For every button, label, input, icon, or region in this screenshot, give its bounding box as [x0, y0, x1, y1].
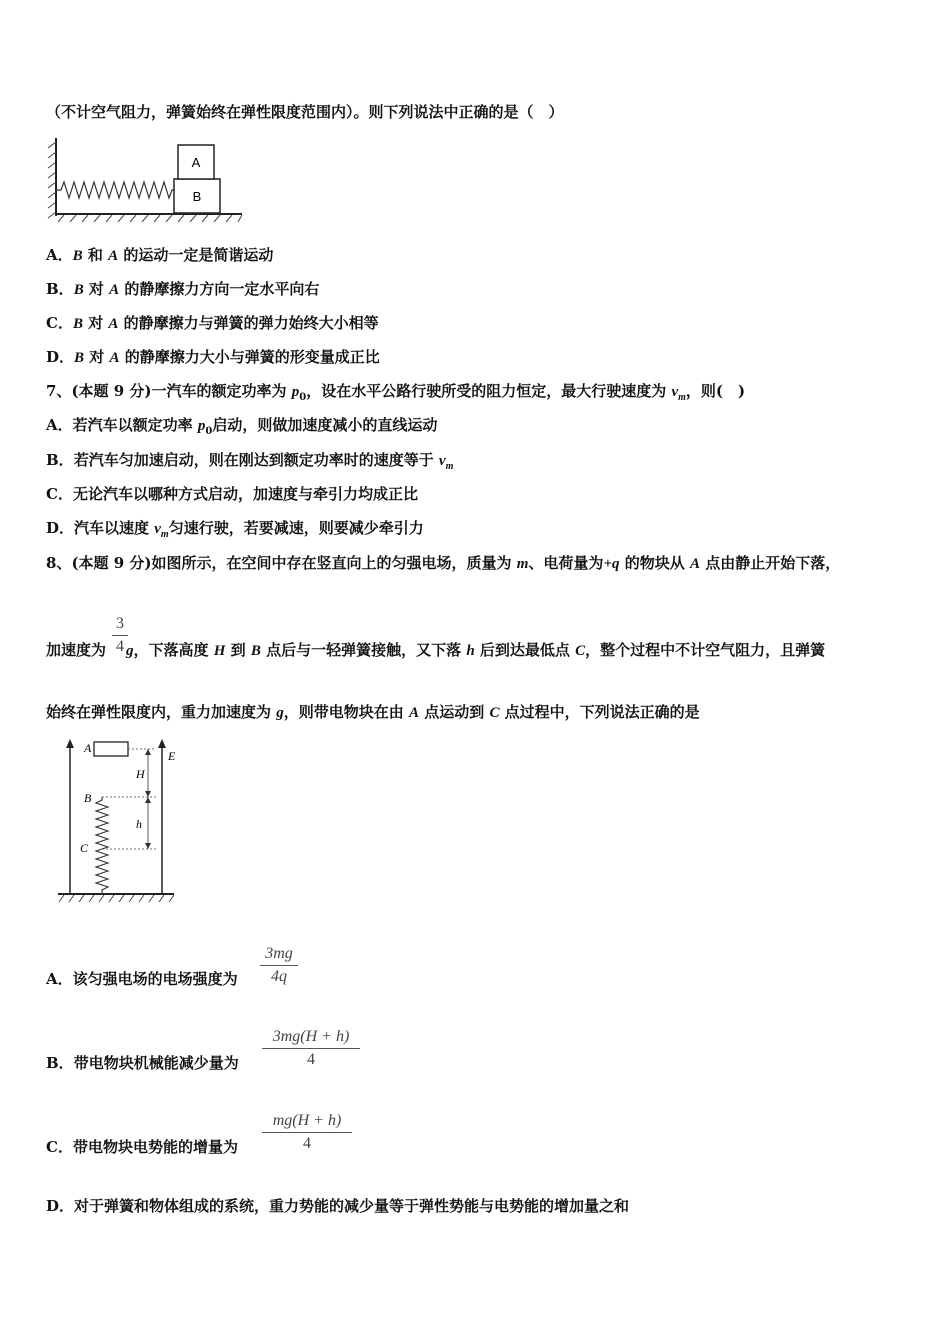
q8-stem-line3: 始终在弹性限度内，重力加速度为 g，则带电物块在由 A 点运动到 C 点过程中，下列说法正确的是 [46, 703, 700, 721]
q6-stem: （不计空气阻力，弹簧始终在弹性限度范围内）。则下列说法中正确的是（ ） [46, 103, 564, 121]
q6-spring-block-figure [44, 134, 244, 226]
q8-option-b[interactable]: B．带电物块机械能减少量为 [46, 1054, 239, 1072]
q8-option-a[interactable]: A．该匀强电场的电场强度为 [46, 970, 238, 988]
label-small-h: h [136, 817, 142, 831]
label-big-h: H [136, 767, 145, 781]
q7-option-a[interactable]: A．若汽车以额定功率 $p_0$启动，则做加速度减小的直线运动 [46, 416, 438, 437]
q8-stem-line2: 加速度为 g，下落高度 H 到 B 点后与一轻弹簧接触，又下落 h 后到达最低点 C，整个过程中不计空气阻力，且弹簧 [46, 641, 826, 659]
q8-option-c[interactable]: C．带电物块电势能的增量为 [46, 1138, 238, 1156]
q7-option-b[interactable]: B．若汽车匀加速启动，则在刚达到额定功率时的速度等于 $v_m$ [46, 451, 454, 472]
label-c: C [80, 841, 89, 855]
q7-stem: 7、(本题 9 分)一汽车的额定功率为 $p_0$，设在水平公路行驶所受的阻力恒定，最大行驶速度为 $v_m$，则( ) [46, 382, 746, 403]
q6-option-b[interactable]: B．B 对 A 的静摩擦力方向一定水平向右 [46, 280, 320, 298]
block-a-label: A [191, 155, 201, 170]
spring [96, 797, 108, 894]
spring [56, 182, 174, 198]
label-e: E [168, 749, 176, 763]
q8-accel-fraction: 3 4 [112, 614, 128, 657]
block-a [94, 742, 128, 756]
q7-option-d[interactable]: D．汽车以速度 $v_m$匀速行驶，若要减速，则要减少牵引力 [46, 519, 424, 540]
label-b: B [84, 791, 92, 805]
label-a: A [84, 741, 92, 755]
q6-option-c[interactable]: C．B 对 A 的静摩擦力与弹簧的弹力始终大小相等 [46, 314, 379, 332]
q6-option-a[interactable]: A．B 和 A 的运动一定是简谐运动 [46, 246, 274, 264]
q8-option-b-fraction: 3mg(H + h) 4 [262, 1027, 360, 1070]
q8-option-c-fraction: mg(H + h) 4 [262, 1111, 352, 1154]
q8-option-a-fraction: 3mg 4q [260, 944, 298, 987]
q6-option-d[interactable]: D．B 对 A 的静摩擦力大小与弹簧的形变量成正比 [46, 348, 380, 366]
q8-stem-line1: 8、(本题 9 分)如图所示，在空间中存在竖直向上的匀强电场，质量为 m、电荷量为+q 的物块从 A 点由静止开始下落， [46, 554, 841, 572]
block-b-label: B [192, 189, 202, 204]
q8-field-spring-figure [56, 736, 190, 910]
q7-option-c[interactable]: C．无论汽车以哪种方式启动，加速度与牵引力均成正比 [46, 485, 418, 503]
q8-option-d[interactable]: D．对于弹簧和物体组成的系统，重力势能的减少量等于弹性势能与电势能的增加量之和 [46, 1197, 630, 1215]
